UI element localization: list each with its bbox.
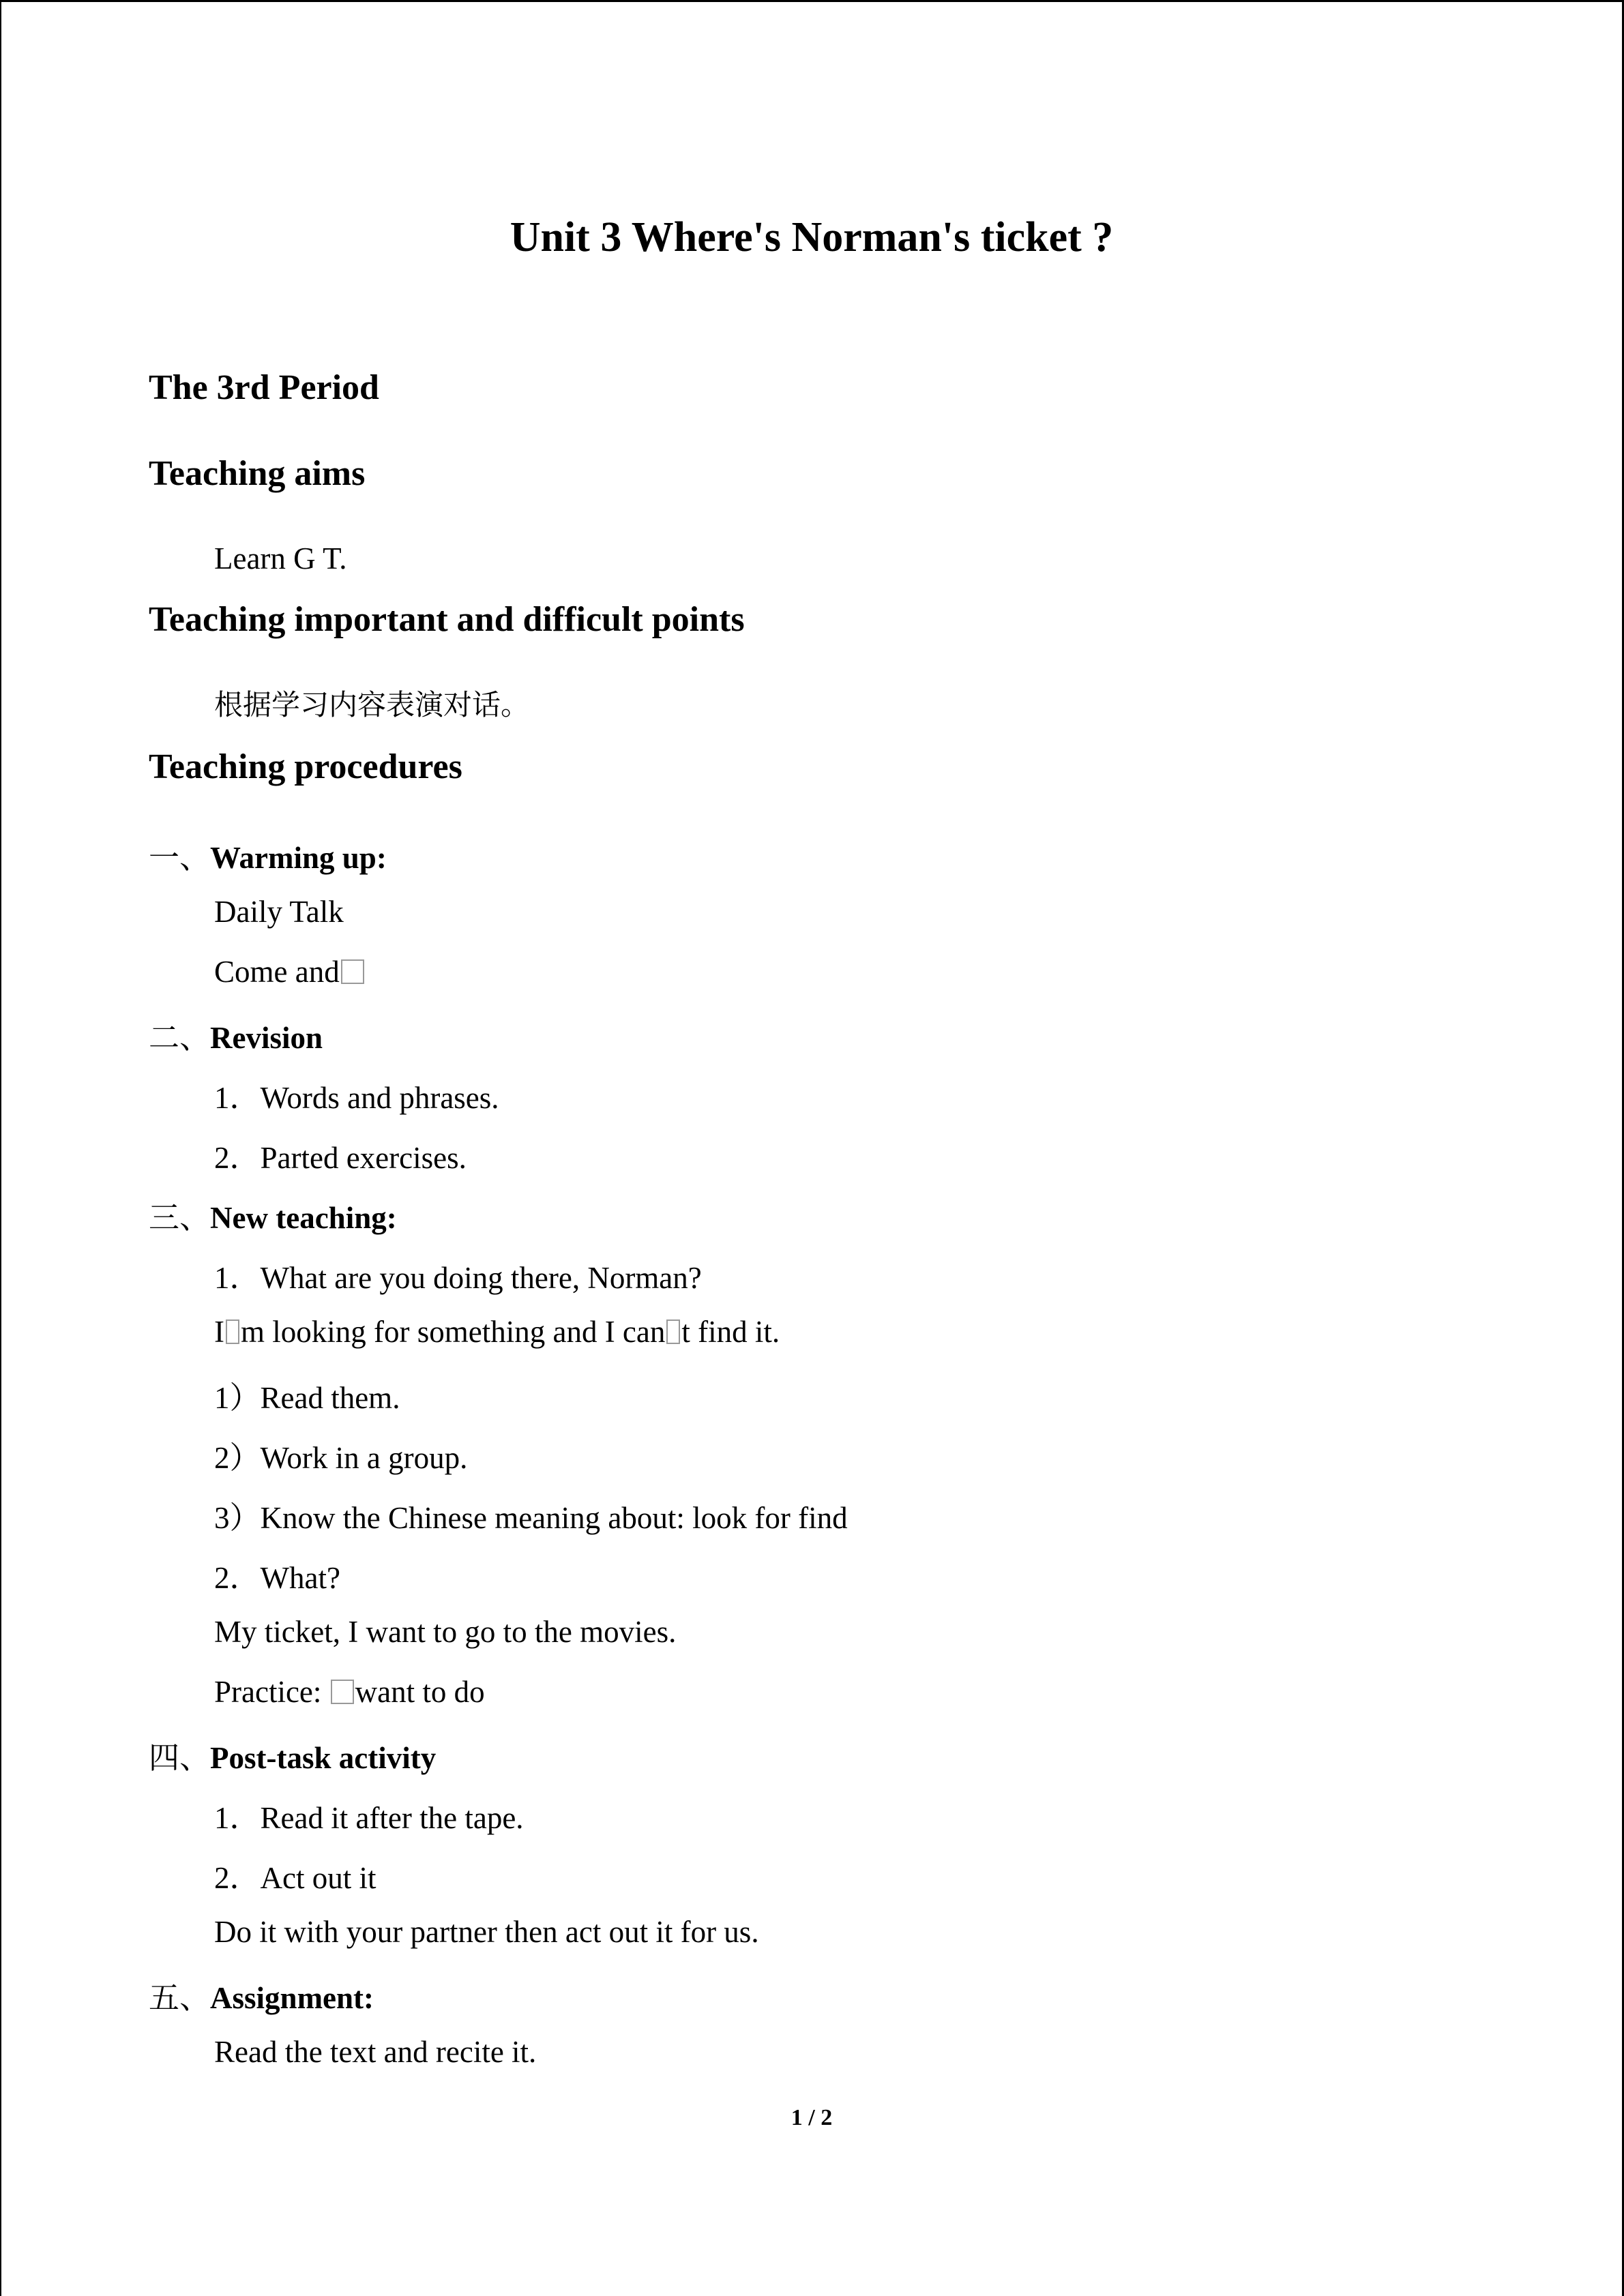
assignment-text: Read the text and recite it. [214, 2035, 537, 2069]
post-task-item: 1．Read it after the tape. [214, 1801, 524, 1835]
warming-item: Daily Talk [214, 895, 344, 929]
new-teaching-subitem: 1）Read them. [214, 1381, 400, 1415]
new-teaching-practice [214, 1674, 485, 1710]
new-teaching-item: 2．What? [214, 1561, 340, 1595]
section-warming-up [149, 833, 387, 877]
section-assignment [149, 1973, 374, 2017]
period-heading: The 3rd Period [149, 368, 379, 407]
new-teaching-subitem: 2）Work in a group. [214, 1441, 468, 1475]
section-number: 四、 [149, 1740, 211, 1776]
new-teaching-item: 1．What are you doing there, Norman? [214, 1261, 702, 1295]
section-label: Post-task activity [210, 1741, 437, 1775]
sentence-part: t find it. [681, 1315, 780, 1349]
section-number: 三、 [149, 1199, 211, 1236]
sentence-part: m looking for something and I can [241, 1315, 666, 1349]
missing-glyph-icon [226, 1320, 239, 1344]
missing-glyph-icon [331, 1680, 354, 1704]
section-revision [149, 1013, 323, 1057]
document-title: Unit 3 Where's Norman's ticket ? [510, 214, 1114, 260]
sentence-part: I [214, 1315, 224, 1349]
practice-text: want to do [355, 1675, 485, 1709]
section-new-teaching [149, 1193, 397, 1237]
points-text: 根据学习内容表演对话。 [214, 688, 530, 721]
points-heading: Teaching important and difficult points [149, 600, 745, 639]
aims-heading: Teaching aims [149, 454, 366, 493]
warming-item-text: Come and [214, 955, 340, 989]
section-number: 二、 [149, 1019, 211, 1056]
aims-text: Learn G T. [214, 541, 347, 576]
section-number: 五、 [149, 1980, 211, 2016]
section-label: Warming up: [210, 841, 387, 875]
new-teaching-subitem: 3）Know the Chinese meaning about: look for find [214, 1501, 848, 1535]
practice-label: Practice: [214, 1675, 322, 1709]
section-label: New teaching: [210, 1201, 397, 1235]
missing-glyph-icon [341, 959, 364, 984]
revision-item: 2．Parted exercises. [214, 1141, 467, 1175]
section-number: 一、 [149, 839, 211, 876]
page-number: 1 / 2 [791, 2105, 833, 2130]
section-label: Revision [210, 1021, 323, 1055]
section-label: Assignment: [210, 1981, 374, 2015]
new-teaching-answer: My ticket, I want to go to the movies. [214, 1615, 677, 1649]
procedures-heading: Teaching procedures [149, 747, 462, 786]
revision-item: 1．Words and phrases. [214, 1081, 499, 1115]
new-teaching-sentence [214, 1314, 780, 1350]
section-post-task [149, 1733, 436, 1777]
warming-item [214, 954, 366, 989]
post-task-item: 2．Act out it [214, 1861, 377, 1895]
post-task-note: Do it with your partner then act out it for us. [214, 1915, 759, 1949]
missing-glyph-icon [666, 1320, 680, 1344]
